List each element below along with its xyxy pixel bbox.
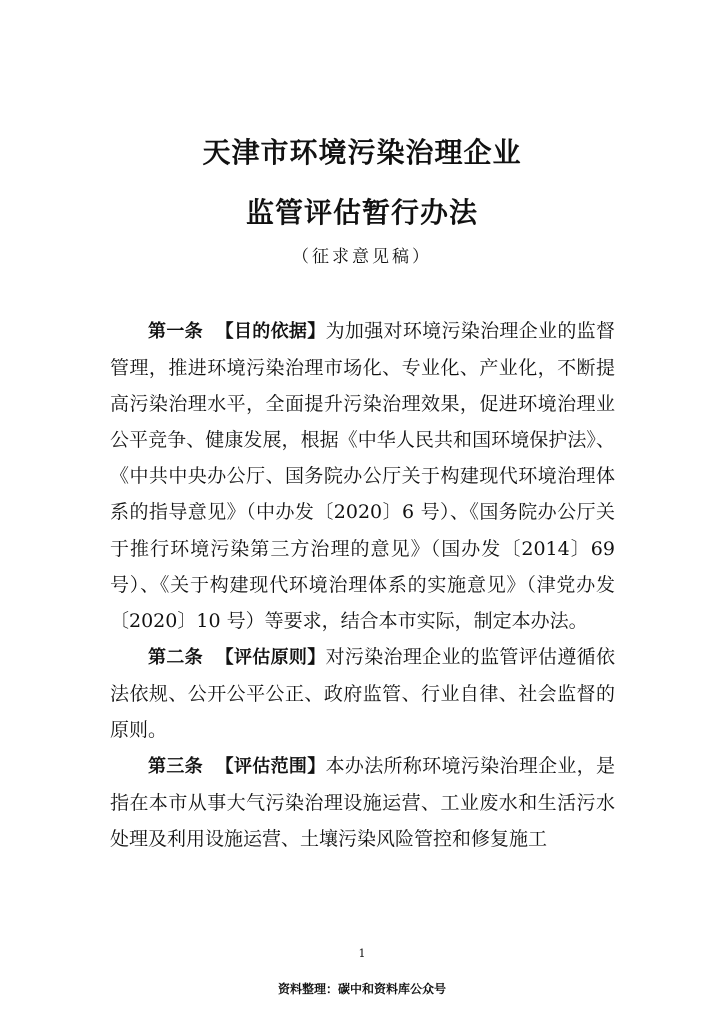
article-2 (110, 639, 615, 748)
article-3 (110, 748, 615, 857)
article-1-number: 第一条 (148, 321, 203, 342)
document-body (110, 313, 615, 857)
article-2-text: 对污染治理企业的监管评估遵循依法依规、公开公平公正、政府监管、行业自律、社会监督的原则。 (110, 645, 615, 742)
article-1-heading: 【目的依据】 (215, 321, 326, 342)
article-3-text: 本办法所称环境污染治理企业，是指在本市从事大气污染治理设施运营、工业废水和生活污水处理及利用设施运营、土壤污染风险管控和修复施工 (110, 755, 615, 851)
document-title-line1: 天津市环境污染治理企业 (202, 136, 522, 169)
article-3-number: 第三条 (148, 756, 203, 778)
document-subtitle: （征求意见稿） (292, 247, 432, 267)
article-1-text: 为加强对环境污染治理企业的监督管理，推进环境污染治理市场化、专业化、产业化，不断提高污染治理水平，全面提升污染治理效果，促进环境治理业公平竞争、健康发展，根据《中华人民共和国环境保护法》、《中共中央办公厅、国务院办公厅关于构建现代环境治理体系的指导意见》（中办发〔2020〕6 号）、《国务院办公厅关于推行环境污染第三方治理的意见》（国办发〔2014〕69 号）、《关于构建现代环境治理体系的实施意见》（津党办发〔2020〕10 号）等要求，结合本市实际，制定本办法。 (110, 320, 615, 632)
article-3-heading: 【评估范围】 (215, 756, 326, 778)
article-1 (110, 313, 615, 639)
footer-source-note: 资料整理：碳中和资料库公众号 (277, 982, 446, 996)
page-number: 1 (358, 947, 366, 960)
document-title-line2: 监管评估暂行办法 (245, 196, 478, 229)
article-2-heading: 【评估原则】 (215, 646, 326, 668)
article-2-number: 第二条 (148, 646, 203, 668)
